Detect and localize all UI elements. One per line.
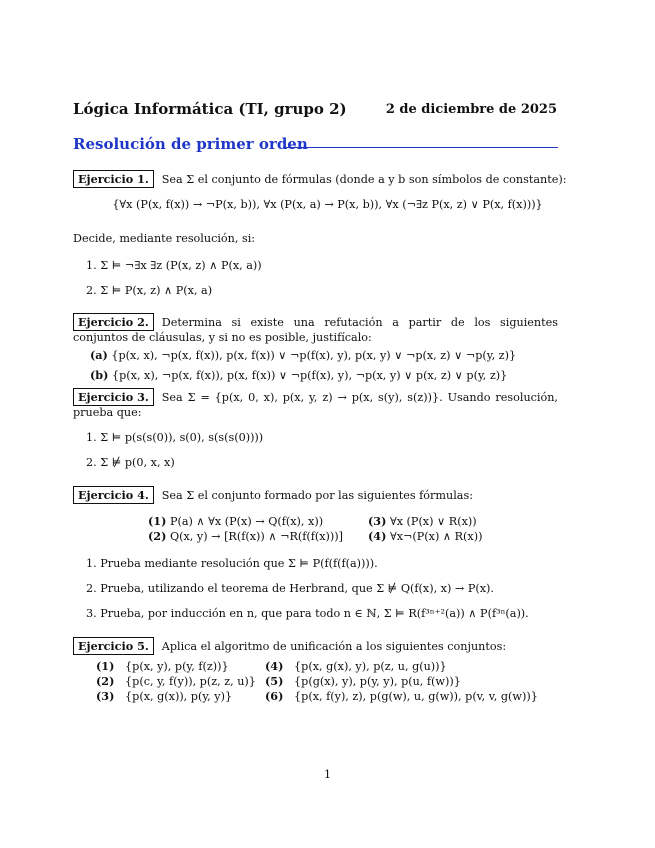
document-date: 2 de diciembre de 2025 <box>385 102 557 117</box>
exercise-4-formula-2-tag: (2) <box>148 529 167 543</box>
exercise-2-intro: Determina si existe una refutación a partir de los siguientes conjuntos de cláusulas, y si no es posible, justifícalo: <box>73 316 558 344</box>
exercise-3-item-1: 1. Σ ⊨ p(s(s(0)), s(0), s(s(s(0)))) <box>86 431 264 444</box>
exercise-3-label: Ejercicio 3. <box>73 388 154 406</box>
page-number: 1 <box>323 768 332 781</box>
exercise-2-item-b-tag: (b) <box>90 368 109 382</box>
exercise-3-item-2: 2. Σ ⊭ p(0, x, x) <box>86 456 175 469</box>
exercise-4-formula-2-text: Q(x, y) → [R(f(x)) ∧ ¬R(f(f(x)))] <box>169 530 344 543</box>
exercise-4-formula-4 <box>368 529 482 544</box>
exercise-4-item-3: 3. Prueba, por inducción en n, que para todo n ∈ ℕ, Σ ⊨ R(f³ⁿ⁺²(a)) ∧ P(f³ⁿ(a)). <box>86 607 529 620</box>
exercise-4-formula-3-tag: (3) <box>368 514 387 528</box>
exercise-4-item-1: 1. Prueba mediante resolución que Σ ⊨ P(f(f(f(a)))). <box>86 557 378 570</box>
exercise-1-item-1: 1. Σ ⊨ ¬∃x ∃z (P(x, z) ∧ P(x, a)) <box>86 259 262 272</box>
exercise-2-item-a-tag: (a) <box>90 348 108 362</box>
exercise-5-set-4 <box>265 659 447 674</box>
exercise-4-formula-4-tag: (4) <box>368 529 387 543</box>
section-rule <box>284 147 558 148</box>
exercise-2-item-a-text: {p(x, x), ¬p(x, f(x)), p(x, f(x)) ∨ ¬p(f(x), y), p(x, y) ∨ ¬p(x, z) ∨ ¬p(y, z)} <box>111 349 517 362</box>
exercise-4-formula-3 <box>368 514 477 529</box>
exercise-1-label: Ejercicio 1. <box>73 170 154 188</box>
exercise-5-set-5-tag: (5) <box>265 674 284 688</box>
exercise-3-intro: Sea Σ = {p(x, 0, x), p(x, y, z) → p(x, s(y), s(z))}. Usando resolución, prueba que: <box>73 391 558 419</box>
exercise-5-set-4-text: {p(x, g(x), y), p(z, u, g(u))} <box>294 660 447 673</box>
section-title: Resolución de primer orden <box>73 135 308 153</box>
exercise-3-heading <box>73 388 558 420</box>
exercise-5-label: Ejercicio 5. <box>73 637 154 655</box>
exercise-4-item-2: 2. Prueba, utilizando el teorema de Herbrand, que Σ ⊭ Q(f(x), x) → P(x). <box>86 582 494 595</box>
exercise-1-heading <box>73 170 566 188</box>
exercise-5-heading <box>73 637 506 655</box>
exercise-1-formula: {∀x (P(x, f(x)) → ¬P(x, b)), ∀x (P(x, a) → P(x, b)), ∀x (¬∃z P(x, z) ∨ P(x, f(x)))} <box>112 198 543 211</box>
exercise-4-label: Ejercicio 4. <box>73 486 154 504</box>
exercise-5-set-2 <box>96 674 256 689</box>
exercise-2-item-a <box>90 348 516 363</box>
exercise-5-set-2-text: {p(c, y, f(y)), p(z, z, u)} <box>125 675 256 688</box>
exercise-5-set-2-tag: (2) <box>96 674 115 688</box>
exercise-5-intro: Aplica el algoritmo de unificación a los siguientes conjuntos: <box>161 640 507 653</box>
exercise-5-set-1-tag: (1) <box>96 659 115 673</box>
exercise-4-heading <box>73 486 473 504</box>
exercise-2-heading <box>73 313 558 345</box>
exercise-5-set-5 <box>265 674 461 689</box>
exercise-5-set-3-text: {p(x, g(x)), p(y, y)} <box>125 690 233 703</box>
exercise-1-intro: Sea Σ el conjunto de fórmulas (donde a y b son símbolos de constante): <box>161 173 567 186</box>
exercise-5-set-5-text: {p(g(x), y), p(y, y), p(u, f(w))} <box>294 675 461 688</box>
exercise-5-set-1 <box>96 659 229 674</box>
exercise-5-set-3-tag: (3) <box>96 689 115 703</box>
exercise-2-item-b-text: {p(x, x), ¬p(x, f(x)), p(x, f(x)) ∨ ¬p(f(x), y), ¬p(x, y) ∨ p(x, z) ∨ p(y, z)} <box>111 369 508 382</box>
exercise-4-formula-4-text: ∀x¬(P(x) ∧ R(x)) <box>389 530 483 543</box>
exercise-2-label: Ejercicio 2. <box>73 313 154 331</box>
exercise-5-set-4-tag: (4) <box>265 659 284 673</box>
exercise-5-set-6-text: {p(x, f(y), z), p(g(w), u, g(w)), p(v, v, g(w))} <box>294 690 538 703</box>
exercise-5-set-6-tag: (6) <box>265 689 284 703</box>
exercise-4-formula-1-tag: (1) <box>148 514 167 528</box>
exercise-5-set-6 <box>265 689 538 704</box>
exercise-5-set-3 <box>96 689 232 704</box>
exercise-4-formula-1 <box>148 514 323 529</box>
exercise-5-set-1-text: {p(x, y), p(y, f(z))} <box>125 660 229 673</box>
exercise-1-question: Decide, mediante resolución, si: <box>73 232 256 245</box>
exercise-4-formula-2 <box>148 529 343 544</box>
exercise-4-intro: Sea Σ el conjunto formado por las siguientes fórmulas: <box>161 489 473 502</box>
exercise-4-formula-1-text: P(a) ∧ ∀x (P(x) → Q(f(x), x)) <box>169 515 324 528</box>
exercise-1-item-2: 2. Σ ⊨ P(x, z) ∧ P(x, a) <box>86 284 213 297</box>
exercise-2-item-b <box>90 368 507 383</box>
exercise-4-formula-3-text: ∀x (P(x) ∨ R(x)) <box>389 515 477 528</box>
document-title: Lógica Informática (TI, grupo 2) <box>73 100 347 118</box>
